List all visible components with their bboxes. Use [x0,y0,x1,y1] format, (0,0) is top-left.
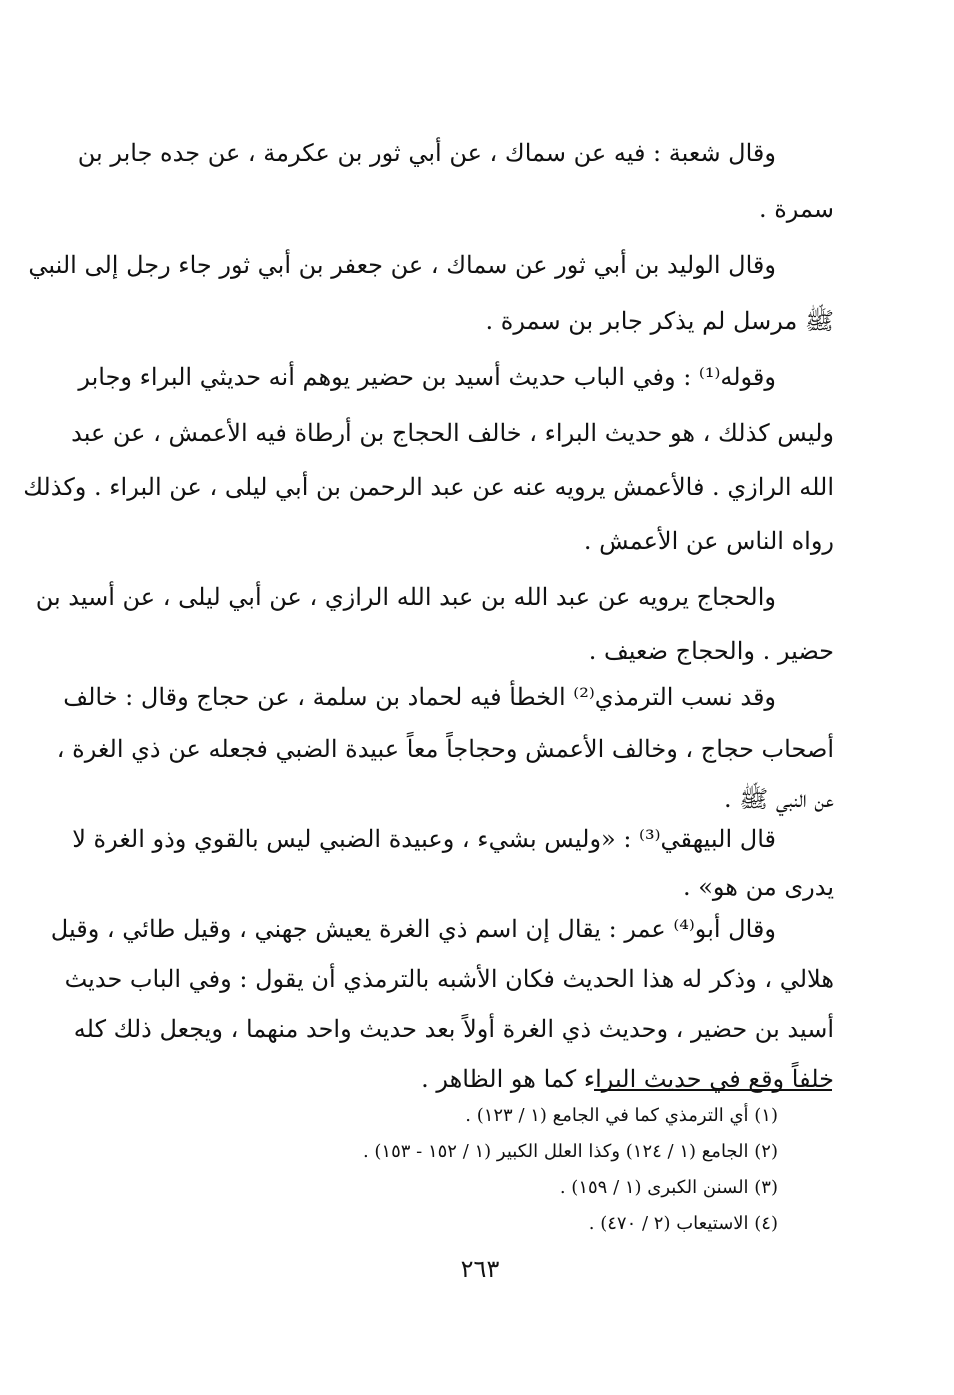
footnote-3: (٣) السنن الكبرى (١ / ١٥٩) . [559,1177,778,1198]
text-line: رواه الناس عن الأعمش . [583,527,834,555]
text-line: قال البيهقي⁽³⁾ : «وليس بشيء ، وعبيدة الضبي ليس بالقوي وذو الغرة لا [72,825,776,853]
page-number: ٢٦٣ [460,1255,500,1283]
text-line: حضير . والحجاج ضعيف . [588,637,834,665]
footnote-1: (١) أي الترمذي كما في الجامع (١ / ١٢٣) . [465,1105,778,1126]
text-line: ﷺ مرسل لم يذكر جابر بن سمرة . [485,307,834,335]
text-line: وقال أبو⁽⁴⁾ عمر : يقال إن اسم ذي الغرة يعيش جهني ، وقيل طائي ، وقيل [50,915,776,943]
text-line: وليس كذلك ، هو حديث البراء ، خالف الحجاج بن أرطاة فيه الأعمش ، عن عبد [71,419,834,447]
text-line: وقال شعبة : فيه عن سماك ، عن أبي ثور بن عكرمة ، عن جده جابر بن [77,139,776,167]
text-line: والحجاج يرويه عن عبد الله بن عبد الله الرازي ، عن أبي ليلى ، عن أسيد بن [35,583,776,611]
main-text [23,128,834,1093]
text-line: وقد نسب الترمذي⁽²⁾ الخطأ فيه لحماد بن سلمة ، عن حجاج وقال : خالف [63,683,776,711]
text-line: عن النبي ﷺ . [723,785,834,813]
text-line: سمرة . [758,195,834,223]
text-line: الله الرازي . فالأعمش يرويه عنه عن عبد الرحمن بن أبي ليلى ، عن البراء . وكذلك [23,473,834,501]
text-line: أصحاب حجاج ، وخالف الأعمش وحجاجاً معاً عبيدة الضبي فجعله عن ذي الغرة ، [56,735,834,763]
text-line: هلالي ، وذكر له هذا الحديث فكان الأشبه بالترمذي أن يقول : وفي الباب حديث [64,965,834,993]
text-line: خلفاً وقع في حديث البراء كما هو الظاهر . [421,1065,834,1093]
text-line: وقال الوليد بن أبي ثور عن سماك ، عن جعفر بن أبي ثور جاء رجل إلى النبي [28,251,776,279]
text-line: يدرى من هو» . [682,873,834,901]
text-line: أسيد بن حضير ، وحديث ذي الغرة أولاً بعد حديث واحد منهما ، ويجعل ذلك كله [73,1015,834,1043]
footnote-2: (٢) الجامع (١ / ١٢٤) وكذا العلل الكبير (١ / ١٥٢ - ١٥٣) . [362,1141,778,1162]
footnote-divider [594,1089,832,1091]
text-line: وقوله⁽¹⁾ : وفي الباب حديث أسيد بن حضير يوهم أنه حديثي البراء وجابر [78,363,776,391]
footnotes [300,1098,778,1242]
footnote-4: (٤) الاستيعاب (٢ / ٤٧٠) . [588,1213,778,1234]
